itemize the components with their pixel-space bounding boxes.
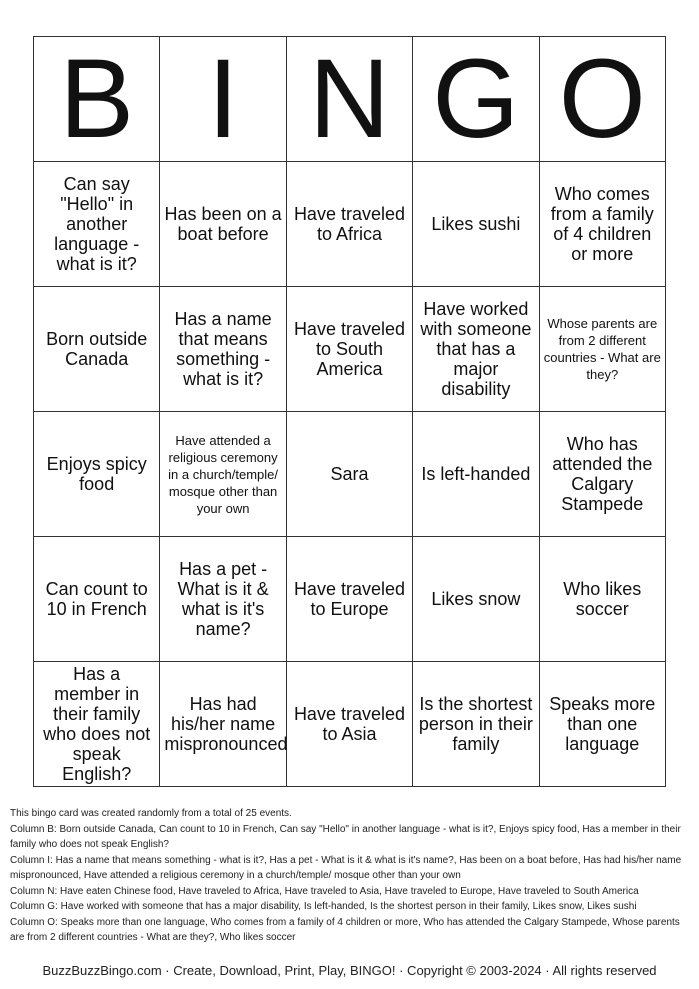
card-row — [34, 287, 666, 412]
header-letter: I — [160, 37, 286, 162]
header-letter: G — [413, 37, 539, 162]
card-notes — [10, 806, 690, 946]
card-cell: Who comes from a family of 4 children or more — [539, 162, 665, 287]
copyright-footer: BuzzBuzzBingo.com · Create, Download, Print, Play, BINGO! · Copyright © 2003-2024 · All rights reserved — [42, 963, 657, 978]
header-letter: B — [34, 37, 160, 162]
card-cell: Born outside Canada — [34, 287, 160, 412]
free-space-cell: Sara — [286, 412, 412, 537]
card-cell: Who likes soccer — [539, 537, 665, 662]
note-line: Column G: Have worked with someone that has a major disability, Is left-handed, Is the shortest person in their family, Likes snow, Likes sushi — [10, 901, 637, 912]
card-cell: Has a name that means something - what is it? — [160, 287, 286, 412]
card-row — [34, 162, 666, 287]
header-letter: O — [539, 37, 665, 162]
card-cell: Enjoys spicy food — [34, 412, 160, 537]
card-cell: Have worked with someone that has a major disability — [413, 287, 539, 412]
card-cell: Speaks more than one language — [539, 662, 665, 787]
card-cell: Has had his/her name mispronounced — [160, 662, 286, 787]
card-cell: Is left-handed — [413, 412, 539, 537]
card-cell: Have traveled to Asia — [286, 662, 412, 787]
note-line: This bingo card was created randomly from a total of 25 events. — [10, 808, 292, 819]
card-cell: Is the shortest person in their family — [413, 662, 539, 787]
card-cell: Have traveled to Europe — [286, 537, 412, 662]
note-line: Column N: Have eaten Chinese food, Have traveled to Africa, Have traveled to Asia, Have traveled to Europe, Have traveled to South America — [10, 885, 639, 897]
card-cell: Has been on a boat before — [160, 162, 286, 287]
card-cell: Who has attended the Calgary Stampede — [539, 412, 665, 537]
bingo-card — [33, 36, 666, 787]
card-cell: Have traveled to South America — [286, 287, 412, 412]
card-row — [34, 662, 666, 787]
card-cell: Has a member in their family who does not speak English? — [34, 662, 160, 787]
note-line: Column B: Born outside Canada, Can count to 10 in French, Can say "Hello" in another language - what is it?, Enjoys spicy food, Has a member in their family who does not speak English? — [10, 823, 681, 850]
card-cell: Have attended a religious ceremony in a church/temple/ mosque other than your own — [160, 412, 286, 537]
card-cell: Has a pet - What is it & what is it's name? — [160, 537, 286, 662]
header-letter: N — [286, 37, 412, 162]
card-cell: Can count to 10 in French — [34, 537, 160, 662]
card-row — [34, 412, 666, 537]
card-cell: Likes sushi — [413, 162, 539, 287]
header-row — [34, 37, 666, 162]
card-cell: Can say "Hello" in another language - what is it? — [34, 162, 160, 287]
card-row — [34, 537, 666, 662]
card-cell: Have traveled to Africa — [286, 162, 412, 287]
note-line: Column O: Speaks more than one language, Who comes from a family of 4 children or more, Who has attended the Calgary Stampede, Whose parents are from 2 different countries - What are they?, Who likes soccer — [10, 916, 680, 943]
card-cell: Whose parents are from 2 different countries - What are they? — [539, 287, 665, 412]
note-line: Column I: Has a name that means something - what is it?, Has a pet - What is it & what is it's name?, Has been on a boat before, Has had his/her name mispronounced, Have attended a religious ceremony in a church/temple/ mosque other than your own — [10, 854, 682, 881]
card-cell: Likes snow — [413, 537, 539, 662]
